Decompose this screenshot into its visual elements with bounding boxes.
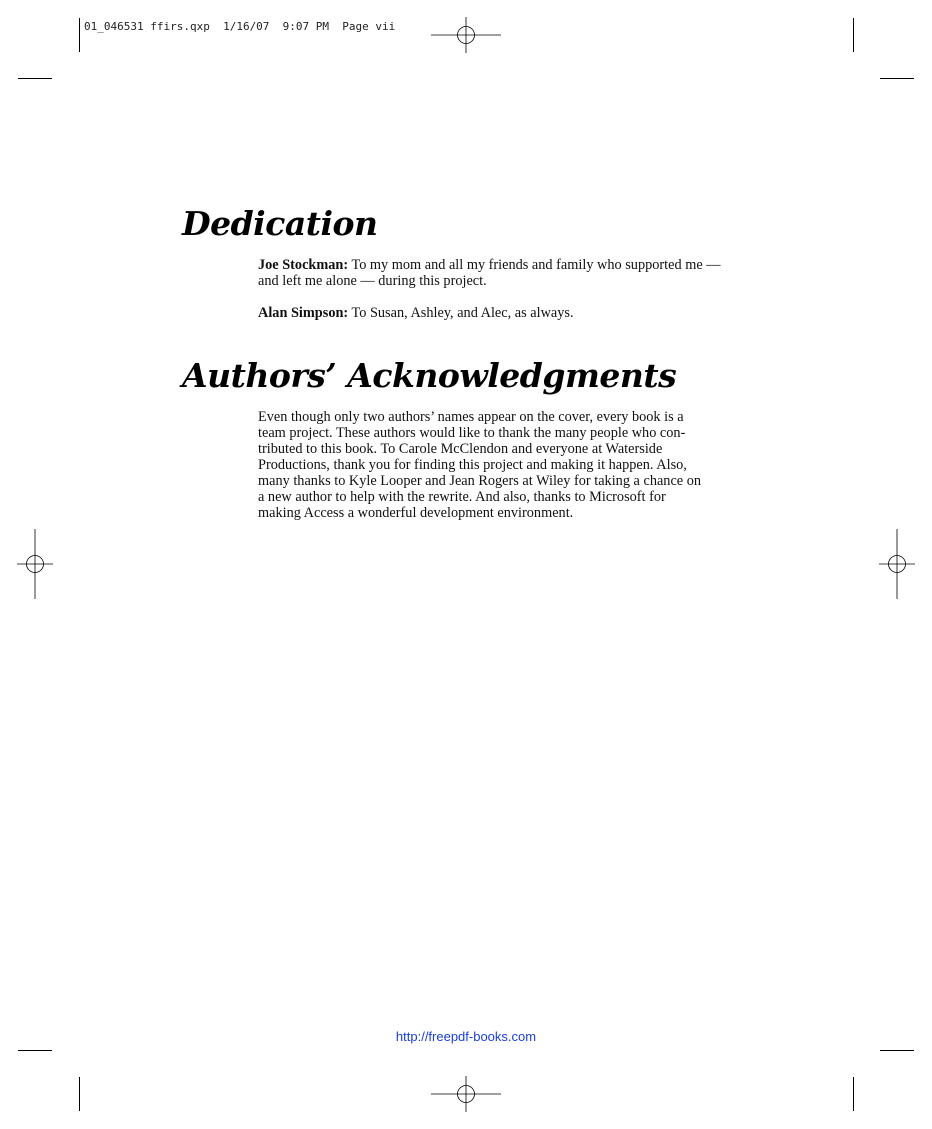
dedication-entry-alan-line-1 (258, 305, 758, 321)
acknowledgments-line: tributed to this book. To Carole McClendon and everyone at Waterside (258, 441, 663, 457)
dedication-entry-joe-line-1 (258, 257, 758, 273)
dedication-author-name: Joe Stockman: (258, 257, 349, 273)
dedication-heading: Dedication (182, 204, 378, 243)
footer-website-link[interactable]: http://freepdf-books.com (395, 1029, 537, 1044)
acknowledgments-line: Even though only two authors’ names appear on the cover, every book is a (258, 409, 684, 425)
registration-mark-bottom (431, 1059, 501, 1129)
crop-mark-bottom-left-horizontal (18, 1050, 52, 1051)
dedication-entry-alan (258, 305, 758, 321)
registration-mark-top (431, 0, 501, 70)
registration-mark-left (0, 529, 70, 599)
crop-mark-top-right-horizontal (880, 78, 914, 79)
crop-mark-bottom-right-horizontal (880, 1050, 914, 1051)
acknowledgments-line: team project. These authors would like to thank the many people who con- (258, 425, 686, 441)
crop-mark-bottom-right-vertical (853, 1077, 854, 1111)
acknowledgments-line: Productions, thank you for finding this project and making it happen. Also, (258, 457, 687, 473)
acknowledgments-paragraph (258, 409, 758, 521)
dedication-text: and left me alone — during this project. (258, 273, 487, 289)
dedication-author-name: Alan Simpson: (258, 305, 349, 321)
crop-mark-top-left-horizontal (18, 78, 52, 79)
acknowledgments-line: a new author to help with the rewrite. And also, thanks to Microsoft for (258, 489, 666, 505)
dedication-text: To Susan, Ashley, and Alec, as always. (348, 305, 574, 321)
crop-mark-bottom-left-vertical (79, 1077, 80, 1111)
dedication-entry-joe (258, 257, 758, 289)
dedication-text: To my mom and all my friends and family who supported me — (348, 257, 721, 273)
crop-mark-top-left-vertical (79, 18, 80, 52)
acknowledgments-line: many thanks to Kyle Looper and Jean Rogers at Wiley for taking a chance on (258, 473, 702, 489)
print-slug: 01_046531 ffirs.qxp 1/16/07 9:07 PM Page vii (84, 20, 396, 33)
registration-mark-right (862, 529, 932, 599)
crop-mark-top-right-vertical (853, 18, 854, 52)
acknowledgments-line: making Access a wonderful development environment. (258, 505, 574, 521)
acknowledgments-heading: Authors’ Acknowledgments (182, 356, 677, 395)
